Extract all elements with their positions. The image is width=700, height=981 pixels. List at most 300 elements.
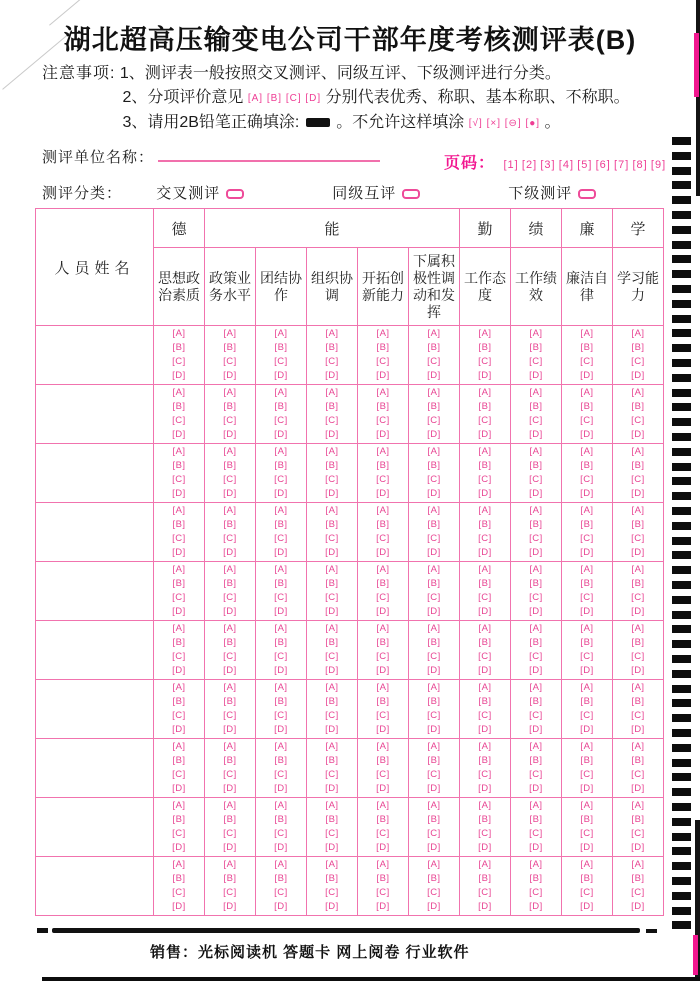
rating-bubble[interactable]: [D]	[631, 488, 645, 500]
rating-bubble[interactable]: [B]	[376, 400, 390, 412]
rating-bubble[interactable]: [C]	[325, 769, 339, 780]
rating-bubble[interactable]: [D]	[529, 724, 543, 736]
rating-bubble[interactable]: [A]	[325, 622, 339, 634]
rating-bubble[interactable]: [B]	[580, 754, 594, 766]
rating-bubble[interactable]: [B]	[580, 872, 594, 884]
rating-bubble[interactable]: [A]	[172, 504, 186, 516]
rating-bubble[interactable]: [C]	[274, 533, 288, 544]
rating-bubble[interactable]: [A]	[529, 504, 543, 516]
rating-bubble[interactable]: [B]	[478, 341, 492, 353]
rating-bubble[interactable]: [C]	[580, 533, 594, 544]
rating-bubble[interactable]: [C]	[529, 533, 543, 544]
person-name-cell[interactable]	[36, 739, 154, 798]
rating-bubble[interactable]: [B]	[529, 577, 543, 589]
rating-bubble[interactable]: [C]	[376, 474, 390, 485]
rating-bubble[interactable]: [A]	[223, 504, 237, 516]
rating-bubble[interactable]: [A]	[325, 858, 339, 870]
rating-bubble[interactable]: [D]	[529, 901, 543, 913]
rating-bubble[interactable]: [C]	[325, 710, 339, 721]
rating-bubble[interactable]: [C]	[274, 356, 288, 367]
rating-bubble[interactable]: [D]	[631, 724, 645, 736]
rating-bubble[interactable]: [D]	[223, 842, 237, 854]
rating-bubble[interactable]: [D]	[478, 783, 492, 795]
rating-bubble[interactable]: [B]	[376, 695, 390, 707]
rating-bubble[interactable]: [B]	[172, 636, 186, 648]
rating-bubble[interactable]: [B]	[580, 695, 594, 707]
rating-bubble[interactable]: [A]	[223, 386, 237, 398]
rating-bubble[interactable]: [D]	[427, 547, 441, 559]
rating-bubble[interactable]: [A]	[478, 681, 492, 693]
rating-bubble[interactable]: [A]	[172, 858, 186, 870]
rating-bubble[interactable]: [A]	[223, 563, 237, 575]
rating-bubble[interactable]: [A]	[427, 504, 441, 516]
rating-bubble[interactable]: [B]	[478, 400, 492, 412]
rating-bubble[interactable]: [C]	[223, 651, 237, 662]
category-checkbox[interactable]	[402, 189, 420, 199]
rating-bubble[interactable]: [C]	[631, 887, 645, 898]
rating-bubble[interactable]: [D]	[529, 370, 543, 382]
rating-bubble[interactable]: [B]	[223, 695, 237, 707]
rating-bubble[interactable]: [A]	[478, 563, 492, 575]
rating-bubble[interactable]: [D]	[529, 488, 543, 500]
rating-bubble[interactable]: [D]	[580, 901, 594, 913]
rating-bubble[interactable]: [B]	[274, 872, 288, 884]
rating-bubble[interactable]: [D]	[478, 606, 492, 618]
rating-bubble[interactable]: [A]	[172, 799, 186, 811]
rating-bubble[interactable]: [A]	[580, 622, 594, 634]
rating-bubble[interactable]: [D]	[427, 606, 441, 618]
rating-bubble[interactable]: [C]	[529, 887, 543, 898]
rating-bubble[interactable]: [A]	[223, 858, 237, 870]
rating-bubble[interactable]: [B]	[325, 341, 339, 353]
rating-bubble[interactable]: [B]	[427, 813, 441, 825]
rating-bubble[interactable]: [A]	[325, 799, 339, 811]
rating-bubble[interactable]: [B]	[325, 754, 339, 766]
rating-bubble[interactable]: [B]	[172, 754, 186, 766]
rating-bubble[interactable]: [A]	[223, 740, 237, 752]
rating-bubble[interactable]: [C]	[376, 533, 390, 544]
rating-bubble[interactable]: [A]	[325, 386, 339, 398]
rating-bubble[interactable]: [C]	[325, 533, 339, 544]
rating-bubble[interactable]: [C]	[274, 415, 288, 426]
rating-bubble[interactable]: [B]	[223, 400, 237, 412]
rating-bubble[interactable]: [D]	[376, 488, 390, 500]
rating-bubble[interactable]: [B]	[376, 518, 390, 530]
rating-bubble[interactable]: [A]	[376, 740, 390, 752]
rating-bubble[interactable]: [A]	[580, 681, 594, 693]
rating-bubble[interactable]: [D]	[478, 901, 492, 913]
rating-bubble[interactable]: [C]	[325, 415, 339, 426]
rating-bubble[interactable]: [C]	[580, 415, 594, 426]
rating-bubble[interactable]: [D]	[631, 547, 645, 559]
rating-bubble[interactable]: [A]	[427, 445, 441, 457]
rating-bubble[interactable]: [B]	[274, 518, 288, 530]
rating-bubble[interactable]: [C]	[274, 651, 288, 662]
rating-bubble[interactable]: [D]	[376, 724, 390, 736]
rating-bubble[interactable]: [A]	[376, 799, 390, 811]
rating-bubble[interactable]: [D]	[172, 783, 186, 795]
rating-bubble[interactable]: [C]	[631, 651, 645, 662]
rating-bubble[interactable]: [D]	[223, 547, 237, 559]
rating-bubble[interactable]: [B]	[325, 518, 339, 530]
rating-bubble[interactable]: [B]	[223, 518, 237, 530]
rating-bubble[interactable]: [C]	[274, 710, 288, 721]
rating-bubble[interactable]: [A]	[580, 327, 594, 339]
rating-bubble[interactable]: [A]	[529, 622, 543, 634]
rating-bubble[interactable]: [D]	[376, 547, 390, 559]
rating-bubble[interactable]: [A]	[376, 622, 390, 634]
rating-bubble[interactable]: [B]	[325, 636, 339, 648]
rating-bubble[interactable]: [C]	[376, 710, 390, 721]
rating-bubble[interactable]: [A]	[631, 622, 645, 634]
rating-bubble[interactable]: [D]	[427, 665, 441, 677]
rating-bubble[interactable]: [C]	[631, 415, 645, 426]
rating-bubble[interactable]: [C]	[529, 828, 543, 839]
rating-bubble[interactable]: [C]	[223, 356, 237, 367]
rating-bubble[interactable]: [C]	[478, 651, 492, 662]
rating-bubble[interactable]: [B]	[478, 518, 492, 530]
rating-bubble[interactable]: [D]	[478, 429, 492, 441]
rating-bubble[interactable]: [B]	[631, 577, 645, 589]
rating-bubble[interactable]: [D]	[172, 665, 186, 677]
rating-bubble[interactable]: [D]	[172, 429, 186, 441]
rating-bubble[interactable]: [D]	[529, 606, 543, 618]
rating-bubble[interactable]: [D]	[580, 724, 594, 736]
rating-bubble[interactable]: [D]	[223, 429, 237, 441]
rating-bubble[interactable]: [B]	[427, 518, 441, 530]
rating-bubble[interactable]: [B]	[376, 872, 390, 884]
person-name-cell[interactable]	[36, 798, 154, 857]
rating-bubble[interactable]: [A]	[223, 681, 237, 693]
rating-bubble[interactable]: [B]	[529, 813, 543, 825]
rating-bubble[interactable]: [A]	[223, 445, 237, 457]
rating-bubble[interactable]: [B]	[376, 341, 390, 353]
rating-bubble[interactable]: [D]	[478, 665, 492, 677]
person-name-cell[interactable]	[36, 503, 154, 562]
rating-bubble[interactable]: [B]	[478, 459, 492, 471]
rating-bubble[interactable]: [C]	[427, 887, 441, 898]
rating-bubble[interactable]: [B]	[274, 400, 288, 412]
rating-bubble[interactable]: [A]	[172, 681, 186, 693]
rating-bubble[interactable]: [C]	[223, 592, 237, 603]
rating-bubble[interactable]: [D]	[325, 665, 339, 677]
rating-bubble[interactable]: [C]	[376, 887, 390, 898]
rating-bubble[interactable]: [B]	[274, 636, 288, 648]
rating-bubble[interactable]: [C]	[580, 651, 594, 662]
rating-bubble[interactable]: [D]	[325, 842, 339, 854]
person-name-cell[interactable]	[36, 562, 154, 621]
rating-bubble[interactable]: [B]	[427, 695, 441, 707]
rating-bubble[interactable]: [B]	[529, 872, 543, 884]
rating-bubble[interactable]: [A]	[172, 327, 186, 339]
rating-bubble[interactable]: [D]	[274, 842, 288, 854]
rating-bubble[interactable]: [A]	[376, 504, 390, 516]
rating-bubble[interactable]: [C]	[223, 710, 237, 721]
rating-bubble[interactable]: [C]	[631, 592, 645, 603]
rating-bubble[interactable]: [B]	[325, 695, 339, 707]
rating-bubble[interactable]: [A]	[631, 327, 645, 339]
rating-bubble[interactable]: [C]	[325, 592, 339, 603]
rating-bubble[interactable]: [D]	[376, 429, 390, 441]
rating-bubble[interactable]: [D]	[223, 606, 237, 618]
rating-bubble[interactable]: [C]	[478, 474, 492, 485]
page-number-options[interactable]: [1] [2] [3] [4] [5] [6] [7] [8] [9]	[503, 159, 667, 171]
rating-bubble[interactable]: [C]	[427, 828, 441, 839]
rating-bubble[interactable]: [A]	[478, 445, 492, 457]
rating-bubble[interactable]: [A]	[172, 740, 186, 752]
rating-bubble[interactable]: [A]	[223, 799, 237, 811]
rating-bubble[interactable]: [D]	[325, 547, 339, 559]
rating-bubble[interactable]: [A]	[427, 563, 441, 575]
rating-bubble[interactable]: [A]	[427, 327, 441, 339]
rating-bubble[interactable]: [D]	[376, 901, 390, 913]
rating-bubble[interactable]: [D]	[223, 901, 237, 913]
rating-bubble[interactable]: [B]	[172, 459, 186, 471]
rating-bubble[interactable]: [B]	[478, 695, 492, 707]
rating-bubble[interactable]: [B]	[376, 636, 390, 648]
rating-bubble[interactable]: [C]	[427, 474, 441, 485]
rating-bubble[interactable]: [D]	[580, 783, 594, 795]
rating-bubble[interactable]: [D]	[427, 724, 441, 736]
rating-bubble[interactable]: [D]	[325, 901, 339, 913]
rating-bubble[interactable]: [B]	[580, 459, 594, 471]
rating-bubble[interactable]: [D]	[529, 842, 543, 854]
rating-bubble[interactable]: [A]	[529, 445, 543, 457]
rating-bubble[interactable]: [B]	[274, 341, 288, 353]
rating-bubble[interactable]: [D]	[631, 783, 645, 795]
rating-bubble[interactable]: [C]	[172, 887, 186, 898]
rating-bubble[interactable]: [A]	[529, 799, 543, 811]
rating-bubble[interactable]: [B]	[631, 341, 645, 353]
rating-bubble[interactable]: [A]	[580, 504, 594, 516]
rating-bubble[interactable]: [A]	[325, 504, 339, 516]
rating-bubble[interactable]: [D]	[427, 901, 441, 913]
rating-bubble[interactable]: [A]	[478, 740, 492, 752]
rating-bubble[interactable]: [C]	[172, 415, 186, 426]
rating-bubble[interactable]: [C]	[325, 474, 339, 485]
rating-bubble[interactable]: [B]	[427, 459, 441, 471]
rating-bubble[interactable]: [B]	[631, 754, 645, 766]
rating-bubble[interactable]: [C]	[274, 828, 288, 839]
rating-bubble[interactable]: [C]	[478, 887, 492, 898]
rating-bubble[interactable]: [C]	[529, 769, 543, 780]
rating-bubble[interactable]: [D]	[172, 370, 186, 382]
rating-bubble[interactable]: [A]	[580, 799, 594, 811]
rating-bubble[interactable]: [D]	[274, 370, 288, 382]
person-name-cell[interactable]	[36, 326, 154, 385]
rating-bubble[interactable]: [D]	[580, 665, 594, 677]
rating-bubble[interactable]: [B]	[529, 518, 543, 530]
rating-bubble[interactable]: [B]	[631, 872, 645, 884]
rating-bubble[interactable]: [C]	[529, 415, 543, 426]
rating-bubble[interactable]: [C]	[580, 592, 594, 603]
rating-bubble[interactable]: [C]	[325, 651, 339, 662]
rating-bubble[interactable]: [D]	[325, 429, 339, 441]
rating-bubble[interactable]: [D]	[274, 429, 288, 441]
rating-bubble[interactable]: [B]	[529, 459, 543, 471]
rating-bubble[interactable]: [B]	[631, 636, 645, 648]
rating-bubble[interactable]: [D]	[325, 783, 339, 795]
rating-bubble[interactable]: [A]	[427, 622, 441, 634]
rating-bubble[interactable]: [D]	[580, 606, 594, 618]
rating-bubble[interactable]: [A]	[478, 622, 492, 634]
rating-bubble[interactable]: [B]	[223, 341, 237, 353]
rating-bubble[interactable]: [A]	[478, 386, 492, 398]
rating-bubble[interactable]: [B]	[274, 813, 288, 825]
rating-bubble[interactable]: [C]	[580, 474, 594, 485]
rating-bubble[interactable]: [D]	[529, 547, 543, 559]
rating-bubble[interactable]: [B]	[580, 400, 594, 412]
rating-bubble[interactable]: [A]	[529, 386, 543, 398]
rating-bubble[interactable]: [A]	[427, 799, 441, 811]
rating-bubble[interactable]: [B]	[529, 695, 543, 707]
rating-bubble[interactable]: [A]	[631, 799, 645, 811]
rating-bubble[interactable]: [A]	[631, 681, 645, 693]
rating-bubble[interactable]: [A]	[376, 681, 390, 693]
rating-bubble[interactable]: [C]	[172, 710, 186, 721]
rating-bubble[interactable]: [C]	[580, 828, 594, 839]
rating-bubble[interactable]: [B]	[172, 341, 186, 353]
rating-bubble[interactable]: [A]	[325, 563, 339, 575]
rating-bubble[interactable]: [B]	[478, 754, 492, 766]
rating-bubble[interactable]: [A]	[529, 740, 543, 752]
rating-bubble[interactable]: [D]	[631, 665, 645, 677]
rating-bubble[interactable]: [D]	[427, 429, 441, 441]
rating-bubble[interactable]: [D]	[274, 724, 288, 736]
rating-bubble[interactable]: [A]	[529, 681, 543, 693]
rating-bubble[interactable]: [C]	[172, 592, 186, 603]
rating-bubble[interactable]: [A]	[376, 445, 390, 457]
rating-bubble[interactable]: [C]	[376, 651, 390, 662]
rating-bubble[interactable]: [A]	[325, 445, 339, 457]
rating-bubble[interactable]: [A]	[274, 740, 288, 752]
rating-bubble[interactable]: [D]	[631, 842, 645, 854]
rating-bubble[interactable]: [B]	[580, 518, 594, 530]
rating-bubble[interactable]: [C]	[223, 474, 237, 485]
rating-bubble[interactable]: [B]	[172, 577, 186, 589]
rating-bubble[interactable]: [C]	[427, 651, 441, 662]
rating-bubble[interactable]: [C]	[580, 356, 594, 367]
rating-bubble[interactable]: [A]	[478, 504, 492, 516]
rating-bubble[interactable]: [D]	[325, 606, 339, 618]
rating-bubble[interactable]: [B]	[580, 813, 594, 825]
rating-bubble[interactable]: [B]	[325, 872, 339, 884]
rating-bubble[interactable]: [A]	[172, 386, 186, 398]
rating-bubble[interactable]: [B]	[478, 636, 492, 648]
rating-bubble[interactable]: [D]	[223, 370, 237, 382]
rating-bubble[interactable]: [B]	[529, 341, 543, 353]
rating-bubble[interactable]: [B]	[631, 695, 645, 707]
rating-bubble[interactable]: [C]	[172, 533, 186, 544]
rating-bubble[interactable]: [C]	[631, 356, 645, 367]
rating-bubble[interactable]: [C]	[580, 710, 594, 721]
rating-bubble[interactable]: [D]	[376, 665, 390, 677]
rating-bubble[interactable]: [B]	[223, 577, 237, 589]
rating-bubble[interactable]: [C]	[427, 356, 441, 367]
rating-bubble[interactable]: [B]	[325, 459, 339, 471]
rating-bubble[interactable]: [C]	[172, 474, 186, 485]
rating-bubble[interactable]: [D]	[223, 665, 237, 677]
rating-bubble[interactable]: [D]	[427, 783, 441, 795]
rating-bubble[interactable]: [C]	[580, 887, 594, 898]
rating-bubble[interactable]: [A]	[478, 327, 492, 339]
rating-bubble[interactable]: [B]	[427, 341, 441, 353]
rating-bubble[interactable]: [D]	[427, 842, 441, 854]
rating-bubble[interactable]: [A]	[274, 681, 288, 693]
rating-bubble[interactable]: [D]	[478, 370, 492, 382]
rating-bubble[interactable]: [C]	[478, 769, 492, 780]
rating-bubble[interactable]: [B]	[274, 459, 288, 471]
rating-bubble[interactable]: [B]	[478, 577, 492, 589]
rating-bubble[interactable]: [D]	[478, 724, 492, 736]
rating-bubble[interactable]: [D]	[529, 429, 543, 441]
rating-bubble[interactable]: [A]	[580, 386, 594, 398]
rating-bubble[interactable]: [A]	[427, 858, 441, 870]
rating-bubble[interactable]: [C]	[427, 710, 441, 721]
rating-bubble[interactable]: [A]	[580, 445, 594, 457]
category-checkbox[interactable]	[226, 189, 244, 199]
rating-bubble[interactable]: [C]	[631, 533, 645, 544]
rating-bubble[interactable]: [D]	[223, 783, 237, 795]
rating-bubble[interactable]: [D]	[631, 370, 645, 382]
rating-bubble[interactable]: [B]	[631, 459, 645, 471]
rating-bubble[interactable]: [B]	[172, 813, 186, 825]
rating-bubble[interactable]: [D]	[580, 842, 594, 854]
rating-bubble[interactable]: [D]	[580, 429, 594, 441]
rating-bubble[interactable]: [B]	[427, 400, 441, 412]
rating-bubble[interactable]: [B]	[325, 813, 339, 825]
rating-bubble[interactable]: [D]	[172, 724, 186, 736]
rating-bubble[interactable]: [A]	[274, 445, 288, 457]
rating-bubble[interactable]: [D]	[478, 488, 492, 500]
rating-bubble[interactable]: [B]	[529, 754, 543, 766]
rating-bubble[interactable]: [C]	[274, 887, 288, 898]
rating-bubble[interactable]: [C]	[325, 356, 339, 367]
rating-bubble[interactable]: [D]	[376, 842, 390, 854]
rating-bubble[interactable]: [D]	[172, 547, 186, 559]
rating-bubble[interactable]: [B]	[223, 754, 237, 766]
rating-bubble[interactable]: [C]	[631, 710, 645, 721]
rating-bubble[interactable]: [D]	[478, 547, 492, 559]
rating-bubble[interactable]: [B]	[427, 872, 441, 884]
rating-bubble[interactable]: [B]	[223, 459, 237, 471]
rating-bubble[interactable]: [A]	[478, 858, 492, 870]
rating-bubble[interactable]: [D]	[274, 901, 288, 913]
rating-bubble[interactable]: [C]	[478, 592, 492, 603]
rating-bubble[interactable]: [B]	[223, 636, 237, 648]
rating-bubble[interactable]: [A]	[631, 740, 645, 752]
rating-bubble[interactable]: [C]	[376, 356, 390, 367]
person-name-cell[interactable]	[36, 857, 154, 916]
rating-bubble[interactable]: [A]	[631, 386, 645, 398]
rating-bubble[interactable]: [D]	[274, 606, 288, 618]
rating-bubble[interactable]: [B]	[631, 518, 645, 530]
rating-bubble[interactable]: [B]	[631, 400, 645, 412]
rating-bubble[interactable]: [B]	[274, 695, 288, 707]
rating-bubble[interactable]: [C]	[172, 828, 186, 839]
category-checkbox[interactable]	[578, 189, 596, 199]
rating-bubble[interactable]: [B]	[274, 754, 288, 766]
person-name-cell[interactable]	[36, 444, 154, 503]
rating-bubble[interactable]: [A]	[274, 504, 288, 516]
rating-bubble[interactable]: [C]	[529, 356, 543, 367]
rating-bubble[interactable]: [C]	[376, 769, 390, 780]
rating-bubble[interactable]: [A]	[529, 563, 543, 575]
rating-bubble[interactable]: [A]	[223, 327, 237, 339]
rating-bubble[interactable]: [B]	[529, 636, 543, 648]
rating-bubble[interactable]: [A]	[478, 799, 492, 811]
rating-bubble[interactable]: [B]	[274, 577, 288, 589]
